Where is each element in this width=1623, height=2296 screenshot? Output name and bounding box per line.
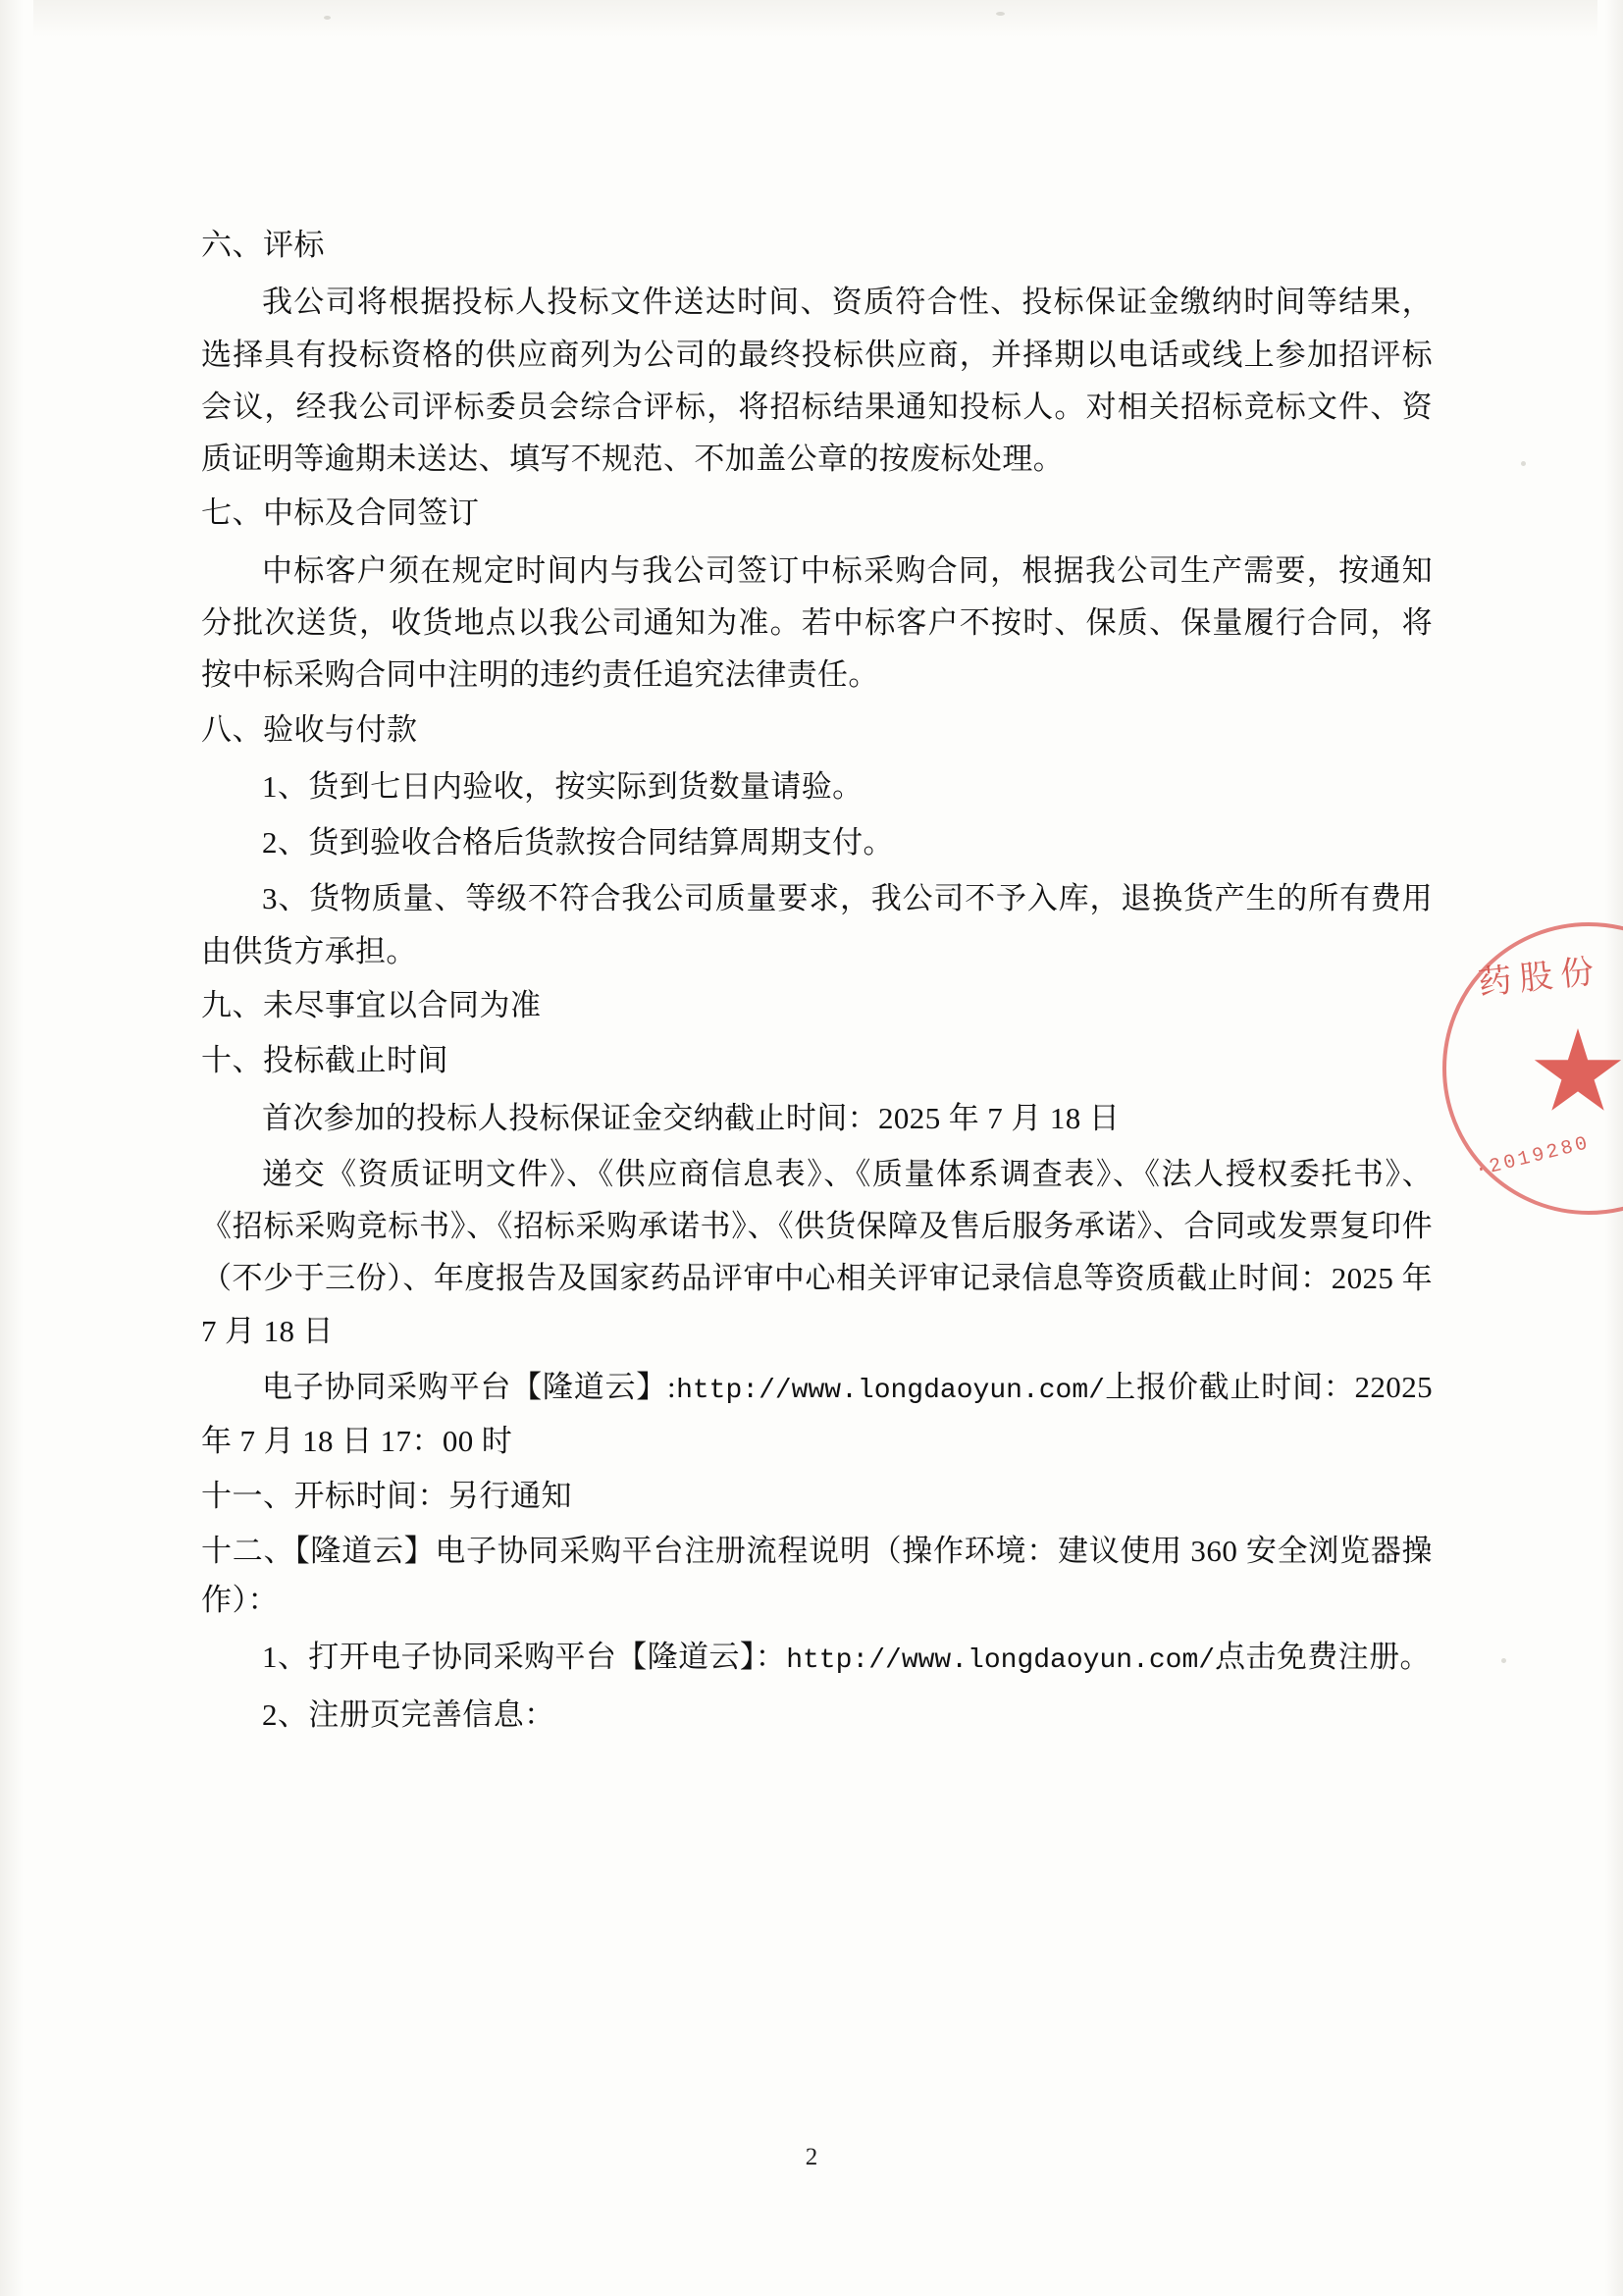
section-eight-item-1: 1、货到七日内验收，按实际到货数量请验。: [262, 768, 864, 804]
scan-speck: [996, 12, 1005, 16]
section-ten-paragraph-2: 递交《资质证明文件》、《供应商信息表》、《质量体系调查表》、《法人授权委托书》、《招标采购竞标书》、《招标采购承诺书》、《供货保障及售后服务承诺》、合同或发票复印件（不少于三份）、年度报告及国家药品评审中心相关评审记录信息等资质截止时间：2025 年 7 月 18 日: [201, 1156, 1441, 1348]
document-body: [201, 221, 1441, 1746]
seal-bottom-text: ·2019280: [1473, 1131, 1594, 1183]
section-eight-item-3: 3、货物质量、等级不符合我公司质量要求，我公司不予入库，退换货产生的所有费用由供货方承担。: [201, 881, 1433, 968]
register-url[interactable]: http://www.longdaoyun.com/: [786, 1645, 1216, 1677]
platform-url[interactable]: http://www.longdaoyun.com/: [676, 1376, 1105, 1407]
scan-edge-top: [0, 0, 1623, 37]
seal-top-text: 药股份: [1476, 953, 1604, 1003]
section-seven-paragraph: 中标客户须在规定时间内与我公司签订中标采购合同，根据我公司生产需要，按通知分批次送货，收货地点以我公司通知为准。若中标客户不按时、保质、保量履行合同，将按中标采购合同中注明的违约责任追究法律责任。: [201, 552, 1433, 693]
scan-speck: [324, 16, 331, 20]
section-eight-heading: 八、验收与付款: [201, 711, 418, 747]
section-eight-item-2: 2、货到验收合格后货款按合同结算周期支付。: [262, 825, 894, 861]
platform-deadline: 上报价截止时间：22025 年 7 月 18 日 17：00 时: [201, 1370, 1441, 1459]
section-seven-heading: 七、中标及合同签订: [201, 496, 480, 531]
page-number: 2: [805, 2144, 818, 2170]
section-eleven-heading: 十一、开标时间：另行通知: [201, 1478, 572, 1513]
scan-speck: [1521, 461, 1526, 466]
scan-edge-right: [1597, 0, 1623, 2296]
section-six-heading: 六、评标: [201, 228, 325, 262]
section-ten-paragraph-1: 首次参加的投标人投标保证金交纳截止时间：2025 年 7 月 18 日: [262, 1100, 1121, 1135]
section-nine-heading: 九、未尽事宜以合同为准: [201, 988, 542, 1023]
section-ten-heading: 十、投标截止时间: [201, 1043, 448, 1078]
register-step-suffix: 点击免费注册。: [1215, 1640, 1431, 1675]
section-twelve-item-1: [201, 1631, 1433, 1685]
platform-label: 电子协同采购平台【隆道云】:: [262, 1370, 677, 1405]
scan-edge-left: [0, 0, 33, 2296]
section-six-paragraph: 我公司将根据投标人投标文件送达时间、资质符合性、投标保证金缴纳时间等结果，选择具有投标资格的供应商列为公司的最终投标供应商，并择期以电话或线上参加招评标会议，经我公司评标委员会综合评标，将招标结果通知投标人。对相关招标竞标文件、资质证明等逾期未送达、填写不规范、不加盖公章的按废标处理。: [201, 285, 1433, 477]
section-twelve-heading: 十二、【隆道云】电子协同采购平台注册流程说明（操作环境：建议使用 360 安全浏览器操作）：: [201, 1533, 1433, 1617]
register-step-label: 1、打开电子协同采购平台【隆道云】：: [262, 1640, 787, 1675]
section-twelve-item-2: 2、注册页完善信息：: [262, 1697, 555, 1733]
scan-speck: [1501, 1658, 1506, 1663]
section-ten-paragraph-3: [201, 1361, 1441, 1467]
seal-ring: [1442, 922, 1623, 1215]
